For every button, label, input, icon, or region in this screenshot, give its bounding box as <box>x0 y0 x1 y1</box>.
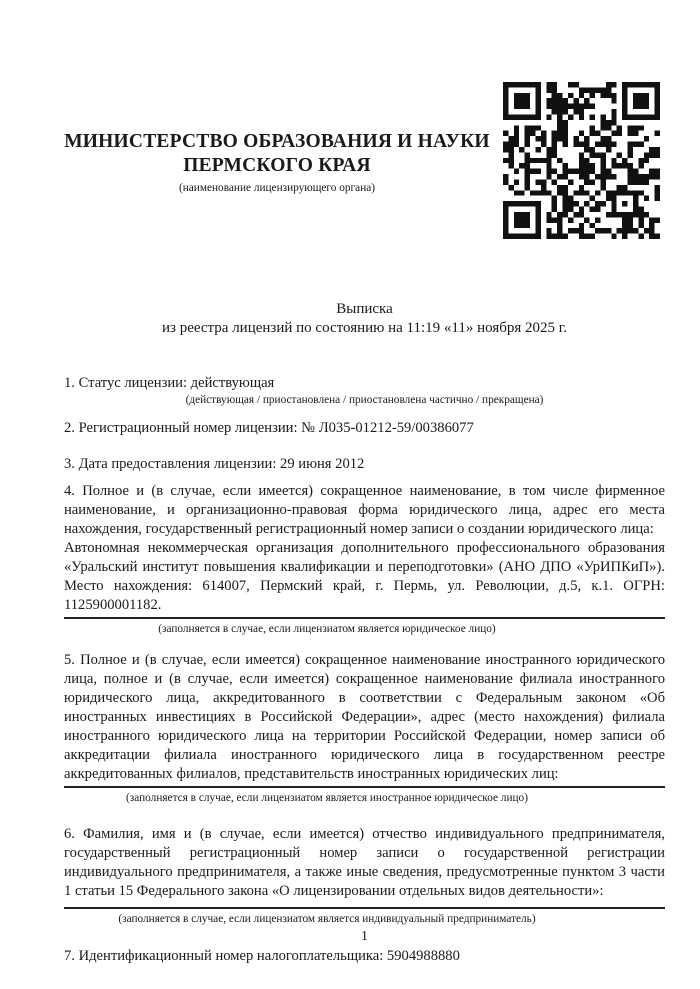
title-line1: Выписка <box>336 301 393 317</box>
ministry-name-line2: ПЕРМСКОГО КРАЯ <box>183 155 371 176</box>
licensing-authority <box>64 130 490 195</box>
field-license-status <box>64 374 665 407</box>
qr-code-icon <box>503 82 660 239</box>
legal-entity-value: Автономная некоммерческая организация дополнительного профессионального образования «Уральский институт повышения квалификации и переподготовки» (АНО ДПО «УрИПКиП»). Место нахождения: 614007, Пермский край, г. Пермь, ул. Революции, д.5, к.1. ОГРН: 1125900001182. <box>64 540 665 613</box>
legal-entity-caption: (заполняется в случае, если лицензиатом является юридическое лицо) <box>158 623 496 635</box>
field-taxpayer-number <box>64 947 665 966</box>
divider-line <box>64 786 665 788</box>
grant-date-text: 3. Дата предоставления лицензии: 29 июня 2012 <box>64 456 365 472</box>
ministry-name-line1: МИНИСТЕРСТВО ОБРАЗОВАНИЯ И НАУКИ <box>64 131 490 152</box>
document-content <box>64 0 665 989</box>
foreign-entity-prompt: 5. Полное и (в случае, если имеется) сокращенное наименование иностранного юридического лица, полное и (в случае, если имеется) сокращенное наименование филиала иностранного юридического лица, аккредитованного в соответствии с Федеральным законом «Об иностранных инвестициях в Российской Федерации», адрес (место нахождения) филиала иностранного юридического лица на территории Российской Федерации, номер записи об аккредитации филиала иностранного юридического лица в государственном реестре аккредитованных филиалов, представительств иностранных юридических лиц: <box>64 652 665 782</box>
registration-number-text: 2. Регистрационный номер лицензии: № Л035-01212-59/00386077 <box>64 420 474 436</box>
license-status-text: 1. Статус лицензии: действующая <box>64 375 275 391</box>
divider-line <box>64 907 665 909</box>
authority-caption: (наименование лицензирующего органа) <box>178 182 376 194</box>
field-legal-entity <box>64 482 665 636</box>
legal-entity-prompt: 4. Полное и (в случае, если имеется) сокращенное наименование, в том числе фирменное наименование, и организационно-правовая форма юридического лица, адрес его места нахождения, государственный регистрационный номер записи о создании юридического лица: <box>64 483 665 537</box>
document-title <box>64 300 665 338</box>
taxpayer-number-text: 7. Идентификационный номер налогоплательщика: 5904988880 <box>64 948 460 964</box>
divider-line <box>64 617 665 619</box>
field-foreign-entity <box>64 651 665 805</box>
page-number: 1 <box>361 929 368 944</box>
foreign-entity-caption: (заполняется в случае, если лицензиатом является иностранное юридическое лицо) <box>126 792 528 804</box>
entrepreneur-prompt: 6. Фамилия, имя и (в случае, если имеется) отчество индивидуального предпринимателя, государственный регистрационный номер записи о государственной регистрации индивидуального предпринимателя, а также иные сведения, предусмотренные пунктом 3 части 1 статьи 15 Федерального закона «О лицензировании отдельных видов деятельности»: <box>64 826 665 899</box>
license-status-caption: (действующая / приостановлена / приостановлена частично / прекращена) <box>185 394 544 406</box>
title-line2: из реестра лицензий по состоянию на 11:19 «11» ноября 2025 г. <box>162 320 567 336</box>
entrepreneur-caption: (заполняется в случае, если лицензиатом является индивидуальный предприниматель) <box>118 913 536 925</box>
field-registration-number <box>64 419 665 438</box>
document-header <box>64 0 665 240</box>
field-individual-entrepreneur <box>64 825 665 926</box>
field-grant-date <box>64 455 665 474</box>
